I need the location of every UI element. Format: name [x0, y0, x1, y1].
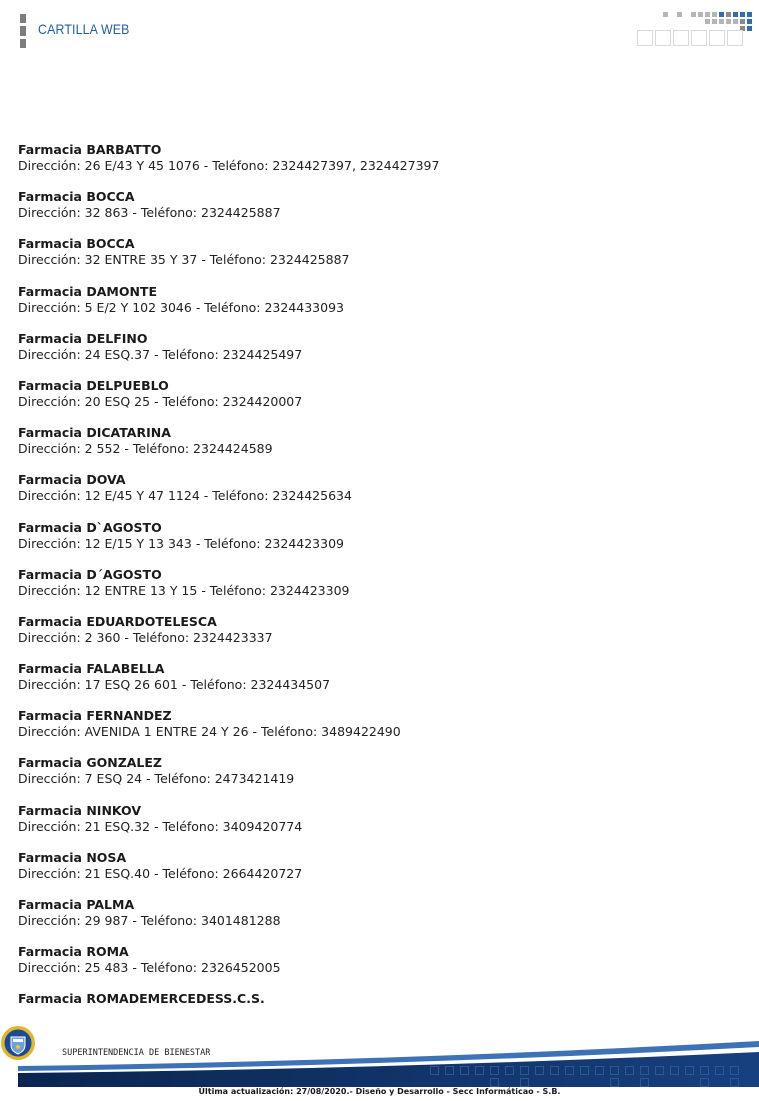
pharmacy-name: Farmacia DELPUEBLO [18, 377, 169, 393]
list-item [18, 284, 738, 331]
page-header [0, 0, 759, 60]
pharmacy-name: Farmacia PALMA [18, 897, 135, 912]
pharmacy-details: Dirección: 29 987 - Teléfono: 3401481288 [18, 913, 281, 928]
pharmacy-details: Dirección: 12 E/45 Y 47 1124 - Teléfono: 2324425634 [18, 488, 352, 504]
bars-icon [20, 14, 26, 48]
pharmacy-name: Farmacia BOCCA [18, 189, 135, 205]
pharmacy-details: Dirección: 2 360 - Teléfono: 2324423337 [18, 629, 273, 645]
list-item [18, 614, 738, 661]
organization-name: SUPERINTENDENCIA DE BIENESTAR [62, 1048, 211, 1058]
pharmacy-name: Farmacia FERNANDEZ [18, 708, 172, 724]
pharmacy-name: Farmacia DOVA [18, 472, 126, 488]
pharmacy-name: Farmacia EDUARDOTELESCA [18, 613, 217, 629]
pharmacy-details: Dirección: 21 ESQ.32 - Teléfono: 3409420774 [18, 818, 303, 834]
list-item [18, 236, 738, 283]
list-item [18, 378, 738, 425]
pharmacy-details: Dirección: 2 552 - Teléfono: 2324424589 [18, 441, 273, 457]
pharmacy-list [18, 142, 738, 1039]
seal-icon [0, 1025, 36, 1061]
list-item [18, 472, 738, 519]
pharmacy-name: Farmacia D´AGOSTO [18, 566, 162, 582]
list-item [18, 850, 738, 897]
pharmacy-name: Farmacia ROMADEMERCEDESS.C.S. [18, 991, 265, 1007]
pharmacy-details: Dirección: 17 ESQ 26 601 - Teléfono: 2324434507 [18, 677, 331, 693]
pharmacy-details: Dirección: 25 483 - Teléfono: 2326452005 [18, 960, 281, 976]
pharmacy-name: Farmacia NINKOV [18, 802, 142, 818]
pharmacy-details: Dirección: 7 ESQ 24 - Teléfono: 2473421419 [18, 771, 295, 787]
pharmacy-name: Farmacia D`AGOSTO [18, 519, 162, 535]
last-update-text: Última actualización: 27/08/2020.- Diseño y Desarrollo - Secc Informáticao - S.B. [198, 1087, 561, 1096]
list-item [18, 567, 738, 614]
list-item [18, 189, 738, 236]
page-title: CARTILLA WEB [38, 21, 130, 37]
grid-squares-icon [635, 10, 757, 50]
list-item [18, 803, 738, 850]
list-item [18, 520, 738, 567]
list-item [18, 897, 738, 944]
pharmacy-name: Farmacia DICATARINA [18, 425, 171, 441]
pharmacy-details: Dirección: 5 E/2 Y 102 3046 - Teléfono: 2324433093 [18, 299, 344, 315]
list-item [18, 708, 738, 755]
list-item [18, 944, 738, 991]
pharmacy-details: Dirección: 32 863 - Teléfono: 2324425887 [18, 205, 281, 221]
pharmacy-name: Farmacia BARBATTO [18, 142, 162, 157]
pharmacy-details: Dirección: 12 E/15 Y 13 343 - Teléfono: 2324423309 [18, 535, 344, 551]
pharmacy-name: Farmacia DELFINO [18, 330, 148, 346]
pharmacy-details: Dirección: 26 E/43 Y 45 1076 - Teléfono: 2324427397, 2324427397 [18, 158, 440, 173]
pharmacy-name: Farmacia BOCCA [18, 236, 135, 252]
pharmacy-details: Dirección: 21 ESQ.40 - Teléfono: 2664420727 [18, 865, 303, 881]
pharmacy-name: Farmacia DAMONTE [18, 283, 157, 299]
pharmacy-details: Dirección: 24 ESQ.37 - Teléfono: 2324425497 [18, 346, 303, 362]
pharmacy-details: Dirección: AVENIDA 1 ENTRE 24 Y 26 - Teléfono: 3489422490 [18, 724, 401, 740]
pharmacy-name: Farmacia FALABELLA [18, 661, 165, 677]
pharmacy-name: Farmacia ROMA [18, 944, 129, 960]
list-item [18, 755, 738, 802]
list-item [18, 661, 738, 708]
pharmacy-details: Dirección: 32 ENTRE 35 Y 37 - Teléfono: 2324425887 [18, 252, 350, 268]
list-item [18, 425, 738, 472]
page-footer [0, 1025, 759, 1101]
pharmacy-details: Dirección: 12 ENTRE 13 Y 15 - Teléfono: 2324423309 [18, 582, 350, 598]
pharmacy-details: Dirección: 20 ESQ 25 - Teléfono: 2324420007 [18, 393, 303, 409]
list-item [18, 142, 738, 189]
pharmacy-name: Farmacia GONZALEZ [18, 755, 163, 771]
pharmacy-name: Farmacia NOSA [18, 849, 127, 865]
list-item [18, 331, 738, 378]
